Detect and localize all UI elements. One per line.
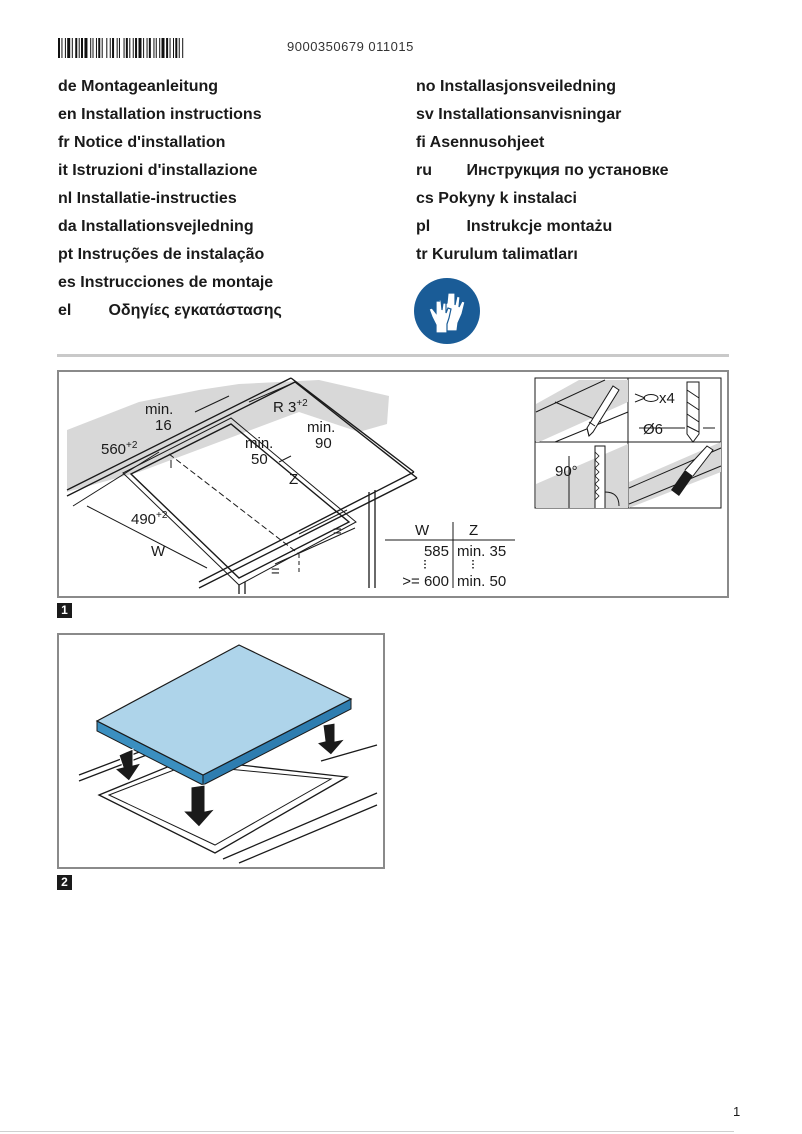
horizontal-rule	[57, 354, 729, 357]
language-title-text: Montageanleitung	[81, 78, 219, 95]
language-title-text: Instrucciones de montaje	[80, 274, 274, 291]
barcode-bar	[81, 38, 83, 58]
language-title-text: Instruções de instalação	[77, 246, 265, 263]
screws-count-label: x4	[659, 390, 675, 407]
table-header-z: Z	[469, 522, 479, 539]
figure-2-number: 2	[57, 875, 72, 890]
barcode-bar	[96, 38, 97, 58]
language-title-text: Installasjonsveiledning	[440, 78, 617, 95]
language-title-it	[58, 161, 257, 181]
language-code: fi	[416, 134, 426, 151]
language-title-text: Kurulum talimatları	[432, 246, 578, 263]
figure-1-drawing	[59, 372, 727, 596]
language-code: el	[58, 302, 72, 319]
barcode-bar	[61, 38, 62, 58]
dim-min16-label-a: min.	[145, 401, 174, 418]
barcode-bar	[126, 38, 128, 58]
language-code: sv	[416, 106, 434, 123]
language-title-text: Istruzioni d'installazione	[72, 162, 258, 179]
cabinet-sides	[239, 490, 375, 594]
figure-1-cutout-dimensions	[57, 370, 729, 598]
language-title-el	[58, 301, 282, 321]
drill-diameter-label: Ø6	[643, 421, 664, 438]
w-z-table	[385, 522, 515, 590]
language-code: fr	[58, 134, 70, 151]
barcode-bar	[98, 38, 100, 58]
table-w-row-2: >= 600	[402, 573, 449, 590]
gloves-icon	[414, 278, 480, 344]
language-title-fr	[58, 133, 225, 153]
arrow-down-center	[183, 785, 215, 827]
language-title-no	[416, 77, 616, 97]
language-title-pt	[58, 245, 264, 265]
dim-min90-label-b: 90	[315, 435, 332, 452]
barcode-bar	[124, 38, 125, 58]
barcode	[58, 38, 234, 58]
figure-1-number: 1	[57, 603, 72, 618]
barcode-bar	[147, 38, 148, 58]
language-title-da	[58, 217, 254, 237]
barcode-bar	[149, 38, 151, 58]
dim-w-label: W	[151, 543, 166, 560]
language-title-text: Installationsanvisningar	[438, 106, 622, 123]
barcode-bar	[117, 38, 118, 58]
arrow-down-right	[317, 723, 345, 755]
barcode-bar	[162, 38, 165, 58]
dim-radius-label: R $3^{+2}$	[273, 398, 308, 416]
figure-2-drawing	[59, 635, 383, 867]
barcode-bar	[58, 38, 60, 58]
barcode-bar	[159, 38, 160, 58]
page-number: 1	[733, 1104, 741, 1119]
footer-line	[0, 1131, 734, 1132]
barcode-bar	[175, 38, 177, 58]
dim-490-label: $490^{+2}$	[131, 510, 168, 528]
barcode-bar	[153, 38, 154, 58]
barcode-bar	[182, 38, 183, 58]
barcode-bar	[119, 38, 120, 58]
language-title-pl	[416, 217, 612, 237]
language-code: it	[58, 162, 68, 179]
dim-560-label: $560^{+2}$	[101, 440, 138, 458]
language-code: nl	[58, 190, 73, 207]
barcode-bar	[106, 38, 107, 58]
dim-min50-label-a: min.	[245, 435, 274, 452]
language-title-fi	[416, 133, 544, 153]
language-title-text: Инструкция по установке	[466, 162, 669, 179]
language-title-text: Notice d'installation	[74, 134, 226, 151]
language-title-text: Pokyny k instalaci	[438, 190, 577, 207]
dim-z-label: Z	[289, 471, 299, 488]
document-number: 9000350679 011015	[287, 39, 414, 54]
language-code: de	[58, 78, 77, 95]
saw-angle-label: 90°	[555, 463, 578, 480]
barcode-bar	[135, 38, 137, 58]
barcode-bar	[102, 38, 103, 58]
language-code: tr	[416, 246, 428, 263]
barcode-bar	[133, 38, 134, 58]
barcode-bar	[75, 38, 77, 58]
dim-min16-label-b: 16	[155, 417, 172, 434]
language-title-text: Installation instructions	[81, 106, 262, 123]
language-title-sv	[416, 105, 621, 125]
language-code: no	[416, 78, 436, 95]
dim-min90-label-a: min.	[307, 419, 336, 436]
language-title-text: Installatie-instructies	[76, 190, 237, 207]
figure-2-hob-insertion	[57, 633, 385, 869]
language-code: es	[58, 274, 76, 291]
language-title-en	[58, 105, 262, 125]
language-code: ru	[416, 162, 432, 179]
language-title-es	[58, 273, 273, 293]
language-title-tr	[416, 245, 578, 265]
language-code: da	[58, 218, 77, 235]
language-title-text: Οδηγίες εγκατάστασης	[108, 302, 282, 319]
language-title-text: Instrukcje montażu	[466, 218, 613, 235]
language-code: pl	[416, 218, 431, 235]
language-title-nl	[58, 189, 237, 209]
tools-inset	[535, 378, 721, 508]
language-code: cs	[416, 190, 434, 207]
barcode-bar	[67, 38, 70, 58]
barcode-bar	[166, 38, 168, 58]
language-title-ru	[416, 161, 668, 181]
barcode-bar	[110, 38, 111, 58]
language-title-de	[58, 77, 218, 97]
table-z-row-1: min. 35	[457, 543, 507, 560]
dim-equal-2: =	[271, 563, 280, 580]
table-w-row-1: 585	[423, 543, 449, 560]
barcode-bar	[170, 38, 171, 58]
hob-glass-top	[97, 645, 351, 775]
dim-equal-1: =	[333, 523, 342, 540]
language-title-cs	[416, 189, 577, 209]
barcode-bar	[84, 38, 87, 58]
barcode-bar	[90, 38, 91, 58]
barcode-bar	[156, 38, 157, 58]
table-z-row-2: min. 50	[457, 573, 507, 590]
language-code: pt	[58, 246, 74, 263]
barcode-bar	[139, 38, 142, 58]
language-title-text: Asennusohjeet	[429, 134, 545, 151]
table-header-w: W	[415, 522, 430, 539]
barcode-bar	[93, 38, 94, 58]
barcode-bar	[129, 38, 130, 58]
language-code: en	[58, 106, 77, 123]
language-title-text: Installationsvejledning	[81, 218, 254, 235]
barcode-bar	[79, 38, 80, 58]
barcode-bar	[112, 38, 114, 58]
barcode-bar	[72, 38, 73, 58]
dim-min50-label-b: 50	[251, 451, 268, 468]
barcode-bar	[143, 38, 144, 58]
barcode-bar	[65, 38, 66, 58]
barcode-bar	[179, 38, 180, 58]
barcode-bar	[173, 38, 174, 58]
